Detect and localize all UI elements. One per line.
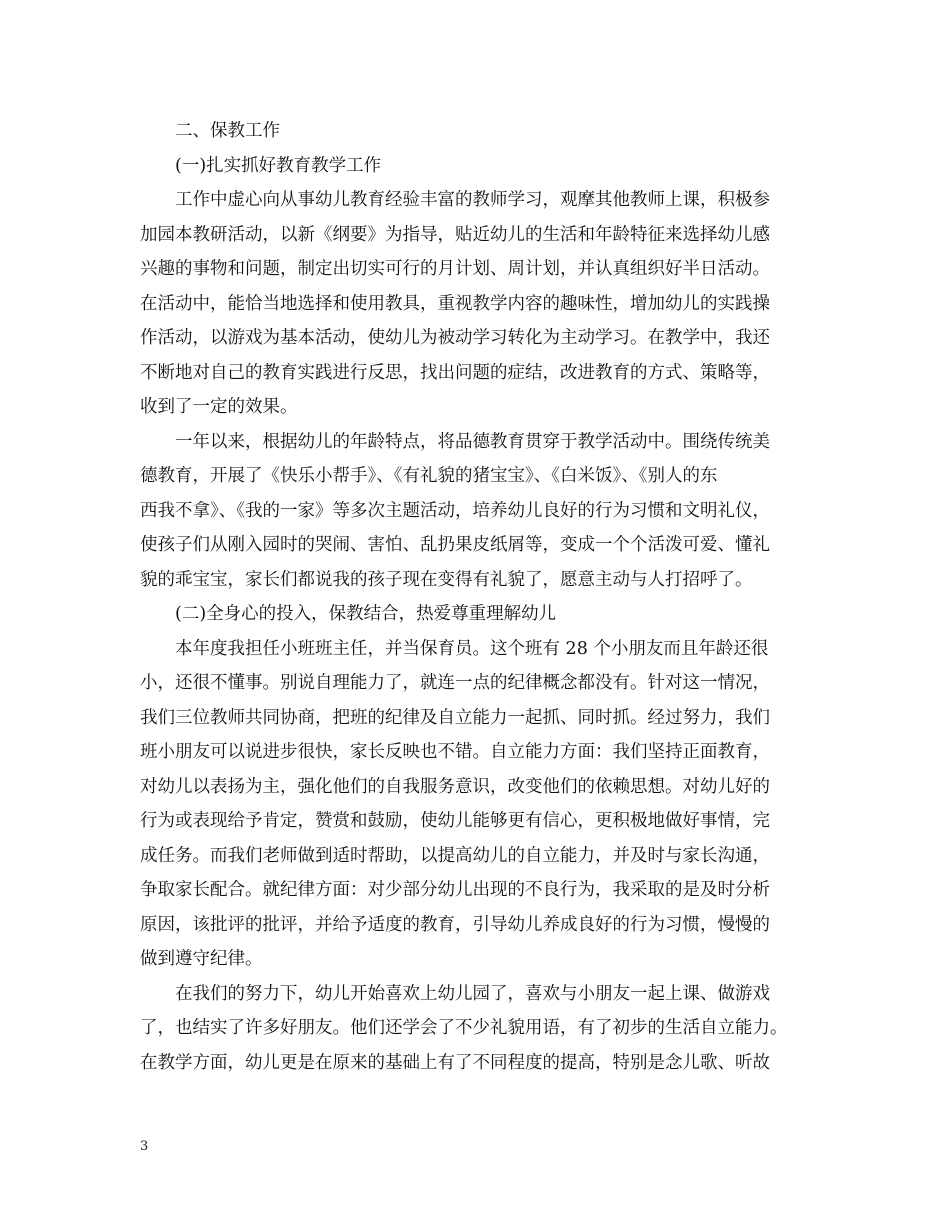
text-line: 德教育，开展了《快乐小帮手》、《有礼貌的猪宝宝》、《白米饭》、《别人的东: [140, 466, 718, 486]
text-line: 了，也结实了许多好朋友。他们还学会了不少礼貌用语，有了初步的生活自立能力。: [140, 1018, 788, 1038]
text-line: 争取家长配合。就纪律方面：对少部分幼儿出现的不良行为，我采取的是及时分析: [140, 880, 770, 900]
text-line: 加园本教研活动，以新《纲要》为指导，贴近幼儿的生活和年龄特征来选择幼儿感: [140, 224, 770, 245]
text-line: 小，还很不懂事。别说自理能力了，就连一点的纪律概念都没有。针对这一情况，: [140, 673, 770, 693]
text-line: 班小朋友可以说进步很快，家长反映也不错。自立能力方面：我们坚持正面教育，: [140, 742, 770, 762]
document-body: [140, 114, 830, 1080]
text-line: 行为或表现给予肯定，赞赏和鼓励，使幼儿能够更有信心，更积极地做好事情，完: [140, 811, 770, 831]
subsection-heading: (一)扎实抓好教育教学工作: [175, 155, 382, 176]
text-line: 工作中虚心向从事幼儿教育经验丰富的教师学习，观摩其他教师上课，积极参: [175, 190, 770, 210]
text-line: 一年以来，根据幼儿的年龄特点，将品德教育贯穿于教学活动中。围绕传统美: [175, 431, 770, 452]
text-line: 在我们的努力下，幼儿开始喜欢上幼儿园了，喜欢与小朋友一起上课、做游戏: [175, 983, 770, 1004]
text-line: 原因，该批评的批评，并给予适度的教育，引导幼儿养成良好的行为习惯，慢慢的: [140, 914, 770, 935]
page-number: 3: [140, 1139, 149, 1154]
text-line: 兴趣的事物和问题，制定出切实可行的月计划、周计划，并认真组织好半日活动。: [140, 259, 770, 279]
text-line: 对幼儿以表扬为主，强化他们的自我服务意识，改变他们的依赖思想。对幼儿好的: [140, 776, 770, 797]
text-line: 收到了一定的效果。: [140, 397, 298, 417]
text-line: 作活动，以游戏为基本活动，使幼儿为被动学习转化为主动学习。在教学中，我还: [140, 328, 770, 348]
text-line: 成任务。而我们老师做到适时帮助，以提高幼儿的自立能力，并及时与家长沟通，: [140, 845, 770, 866]
text-line: 使孩子们从刚入园时的哭闹、害怕、乱扔果皮纸屑等，变成一个个活泼可爱、懂礼: [140, 535, 770, 555]
text-line: 不断地对自己的教育实践进行反思，找出问题的症结，改进教育的方式、策略等，: [140, 362, 770, 383]
text-line: 西我不拿》、《我的一家》等多次主题活动，培养幼儿良好的行为习惯和文明礼仪，: [140, 500, 770, 521]
text-line: 在教学方面，幼儿更是在原来的基础上有了不同程度的提高，特别是念儿歌、听故: [140, 1052, 770, 1073]
subsection-heading: (二)全身心的投入，保教结合，热爱尊重理解幼儿: [175, 604, 557, 624]
text-line: 我们三位教师共同协商，把班的纪律及自立能力一起抓、同时抓。经过努力，我们: [140, 707, 770, 728]
text-line: 做到遵守纪律。: [140, 949, 263, 969]
section-heading: 二、保教工作: [175, 121, 280, 141]
text-line: 在活动中，能恰当地选择和使用教具，重视教学内容的趣味性，增加幼儿的实践操: [140, 293, 770, 314]
text-line: 本年度我担任小班班主任，并当保育员。这个班有 28 个小朋友而且年龄还很: [175, 638, 769, 659]
text-line: 貌的乖宝宝，家长们都说我的孩子现在变得有礼貌了，愿意主动与人打招呼了。: [140, 569, 753, 590]
